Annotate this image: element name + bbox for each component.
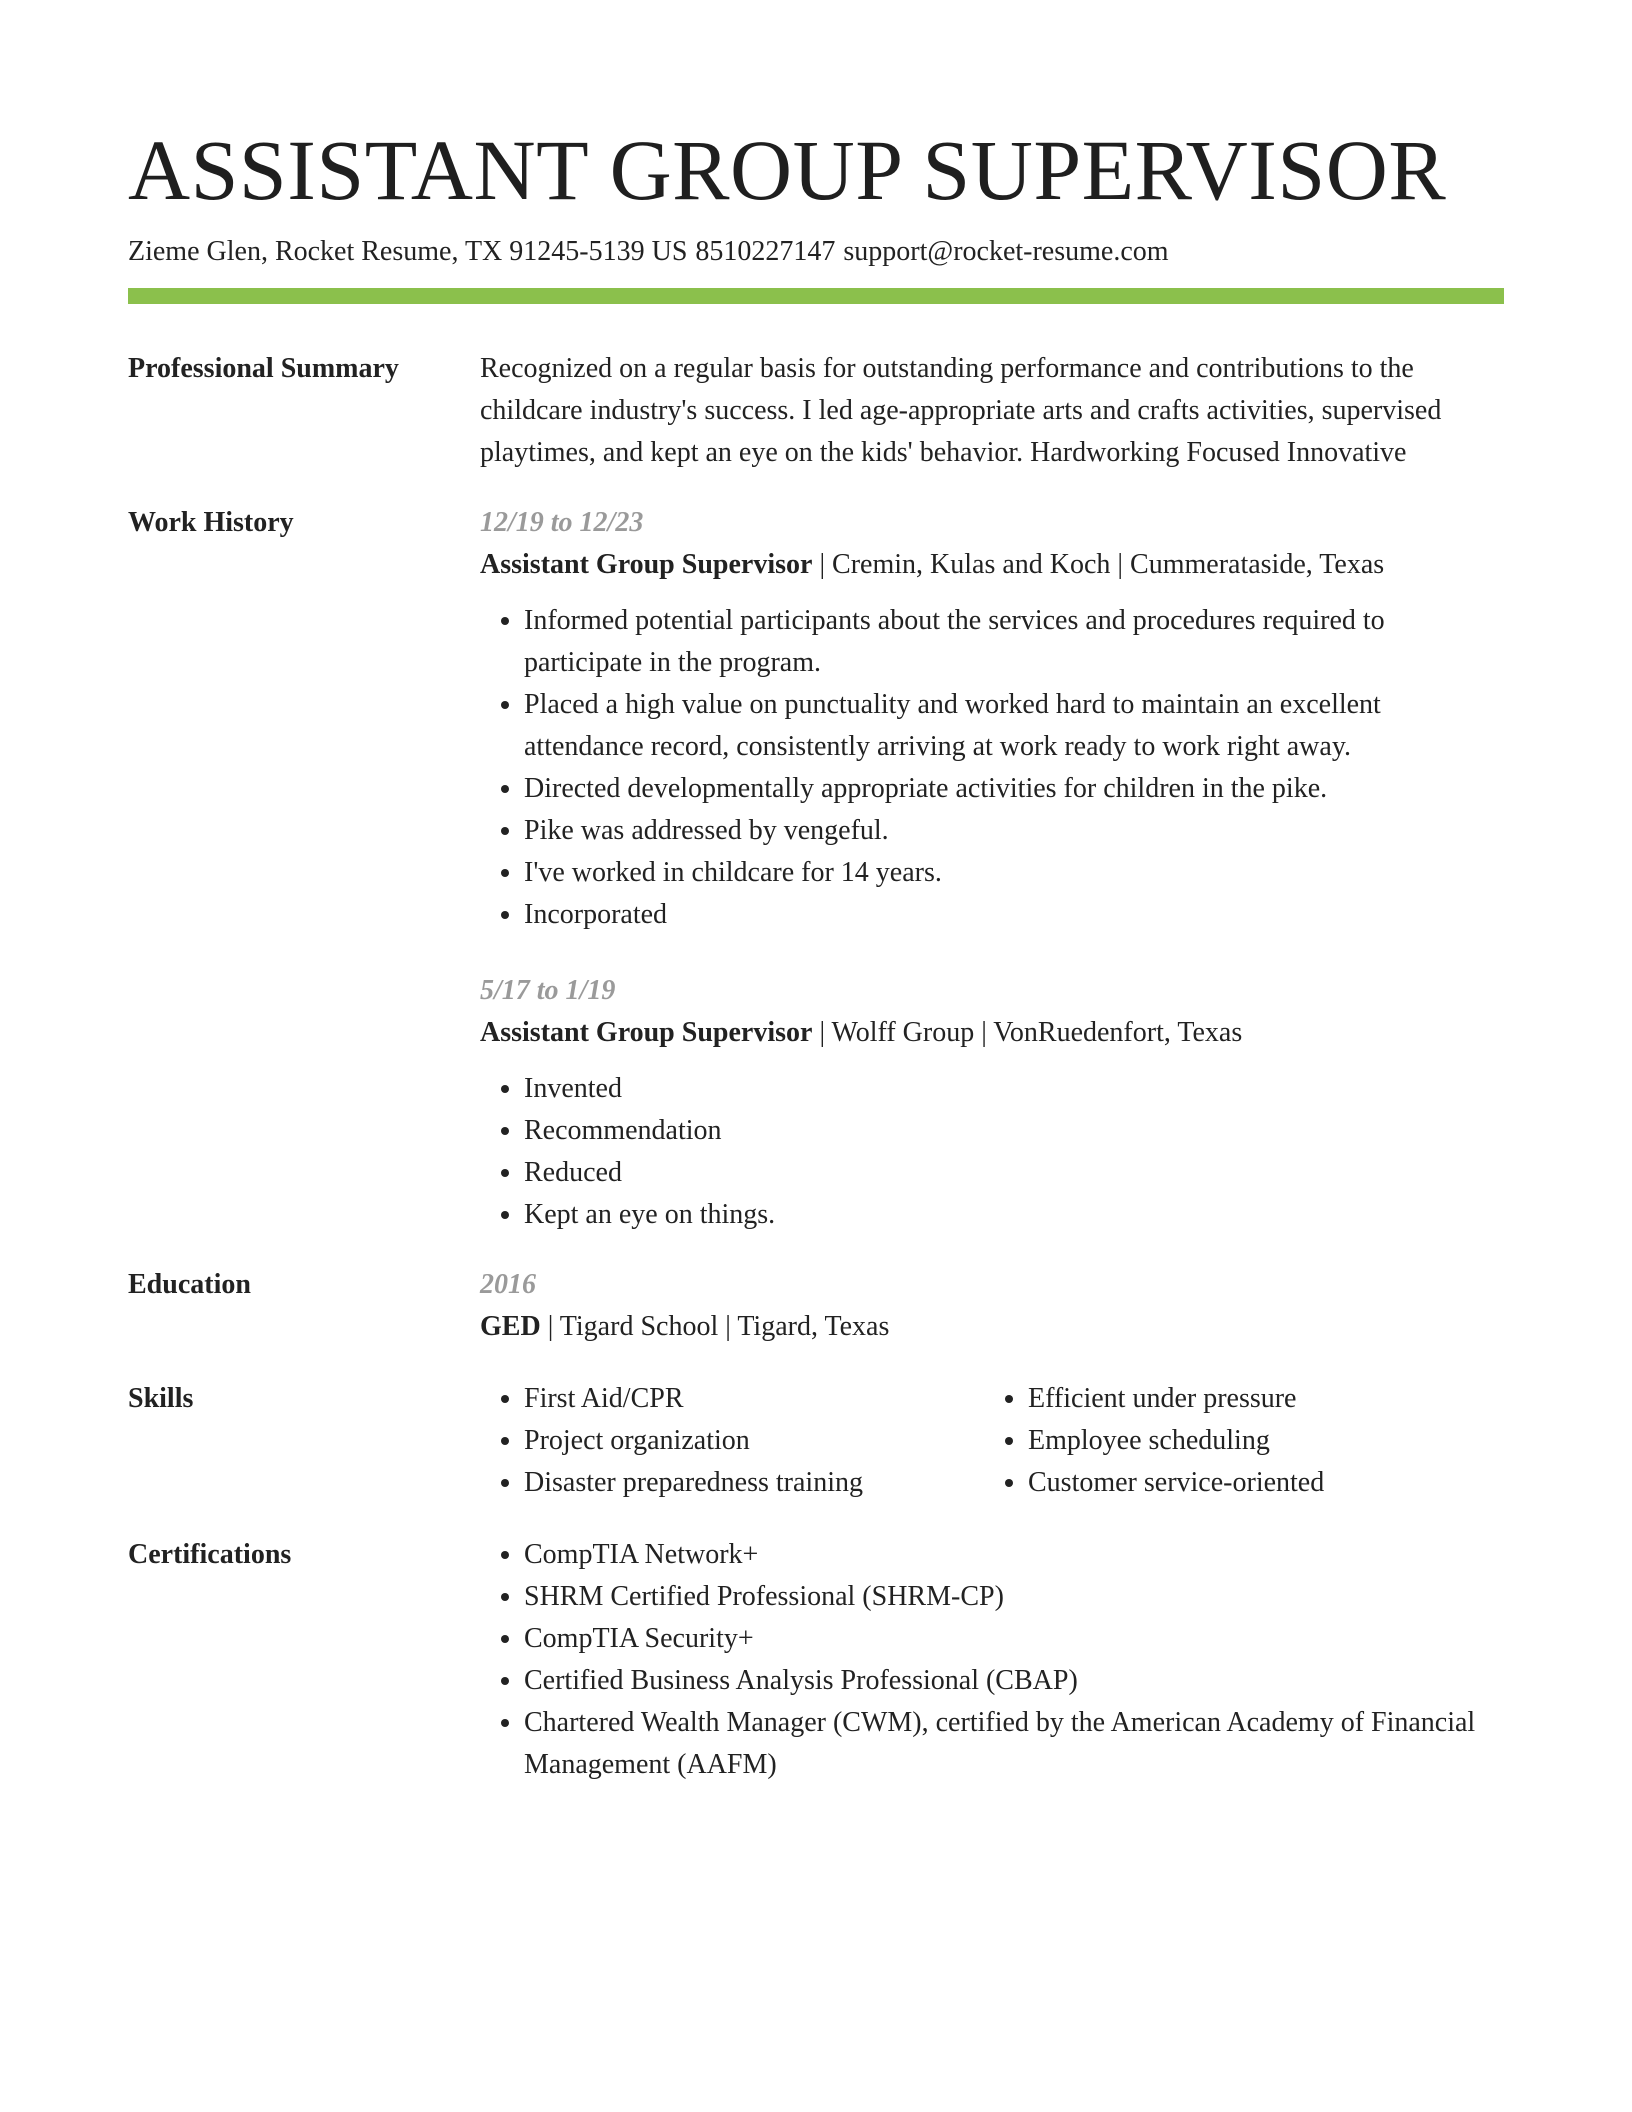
skill-item: • Customer service-oriented <box>1028 1462 1528 1504</box>
education-degree: GED <box>480 1311 541 1342</box>
skills-list-right <box>984 1378 1528 1504</box>
skills-section <box>128 1378 1504 1504</box>
certification-item: • Chartered Wealth Manager (CWM), certified by the American Academy of Financial Management (AAFM) <box>524 1702 1504 1786</box>
summary-heading: Professional Summary <box>128 353 399 384</box>
contact-phone: 8510227147 <box>695 236 836 267</box>
job-bullet: • Reduced <box>524 1152 1504 1194</box>
job-bullet: • Placed a high value on punctuality and worked hard to maintain an excellent attendance record, consistently arriving at work ready to work right away. <box>524 684 1504 768</box>
certifications-heading: Certifications <box>128 1539 292 1570</box>
job-role: Assistant Group Supervisor <box>480 1017 813 1048</box>
job-details: | Wolff Group | VonRuedenfort, Texas <box>812 1017 1243 1048</box>
skill-item: • Efficient under pressure <box>1028 1378 1528 1420</box>
job-bullet: • I've worked in childcare for 14 years. <box>524 852 1504 894</box>
job-title-line <box>480 544 1504 586</box>
job-bullet: • Recommendation <box>524 1110 1504 1152</box>
education-section <box>128 1264 1504 1348</box>
job-details: | Cremin, Kulas and Koch | Cummerataside, Texas <box>812 549 1385 580</box>
job-bullet: • Pike was addressed by vengeful. <box>524 810 1504 852</box>
certifications-section <box>128 1534 1504 1786</box>
work-history-section <box>128 502 1504 1236</box>
job-title-line <box>480 1012 1504 1054</box>
summary-text: Recognized on a regular basis for outstanding performance and contributions to the childcare industry's success. I led age-appropriate arts and crafts activities, supervised playtimes, and kept an eye on the kids' behavior. Hardworking Focused Innovative <box>480 353 1442 468</box>
education-details: | Tigard School | Tigard, Texas <box>540 1311 890 1342</box>
job-dates: 5/17 to 1/19 <box>480 975 616 1006</box>
education-heading: Education <box>128 1269 251 1300</box>
job-entry <box>480 970 1504 1236</box>
contact-line <box>128 234 1504 270</box>
header-divider <box>128 288 1504 304</box>
certification-item: • Certified Business Analysis Professional (CBAP) <box>524 1660 1504 1702</box>
education-year: 2016 <box>480 1269 536 1300</box>
skill-item: • Project organization <box>524 1420 984 1462</box>
contact-email: support@rocket-resume.com <box>843 236 1169 267</box>
skills-heading: Skills <box>128 1383 194 1414</box>
skill-item: • First Aid/CPR <box>524 1378 984 1420</box>
certifications-list <box>480 1534 1504 1786</box>
certification-item: • SHRM Certified Professional (SHRM-CP) <box>524 1576 1504 1618</box>
education-line <box>480 1306 1504 1348</box>
work-history-list <box>480 502 1504 1236</box>
contact-address: Zieme Glen, Rocket Resume, TX 91245-5139 US <box>128 236 688 267</box>
skill-item: • Disaster preparedness training <box>524 1462 984 1504</box>
skills-list-left <box>480 1378 984 1504</box>
work-history-heading: Work History <box>128 507 294 538</box>
skill-item: • Employee scheduling <box>1028 1420 1528 1462</box>
job-bullet: • Kept an eye on things. <box>524 1194 1504 1236</box>
job-entry <box>480 502 1504 936</box>
job-role: Assistant Group Supervisor <box>480 549 813 580</box>
job-bullet-list <box>480 1068 1504 1236</box>
job-bullet: • Invented <box>524 1068 1504 1110</box>
certification-item: • CompTIA Network+ <box>524 1534 1504 1576</box>
job-dates: 12/19 to 12/23 <box>480 507 644 538</box>
resume-page <box>128 118 1504 1786</box>
job-bullet: • Incorporated <box>524 894 1504 936</box>
resume-title: ASSISTANT GROUP SUPERVISOR <box>128 122 1447 218</box>
job-bullet-list <box>480 600 1504 936</box>
job-bullet: • Directed developmentally appropriate activities for children in the pike. <box>524 768 1504 810</box>
summary-section <box>128 348 1504 474</box>
certification-item: • CompTIA Security+ <box>524 1618 1504 1660</box>
skills-columns <box>480 1378 1528 1504</box>
job-bullet: • Informed potential participants about the services and procedures required to participate in the program. <box>524 600 1504 684</box>
